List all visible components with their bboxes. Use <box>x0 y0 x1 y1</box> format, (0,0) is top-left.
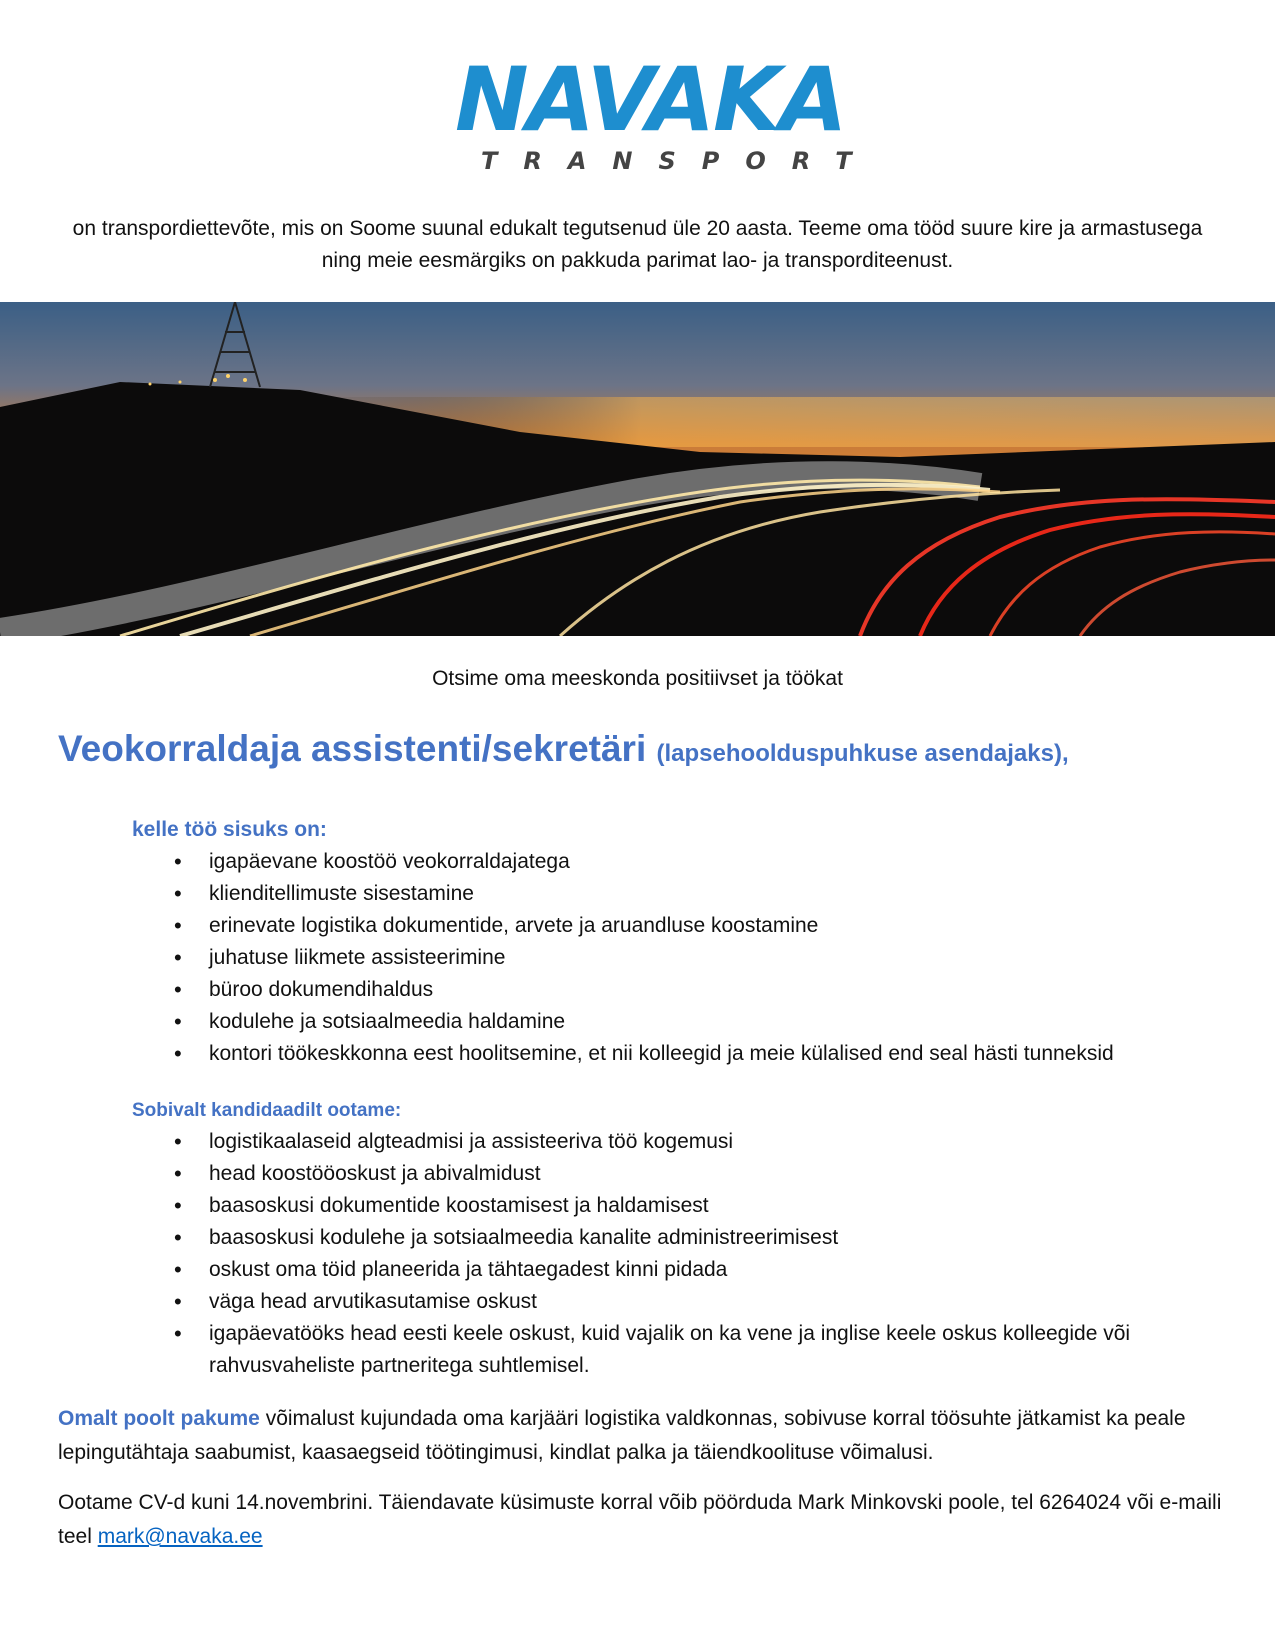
list-item: • igapäevane koostöö veokorraldajatega <box>132 846 1232 878</box>
requirements-heading: Sobivalt kandidaadilt ootame: <box>132 1100 402 1121</box>
list-item: • baasoskusi kodulehe ja sotsiaalmeedia kanalite administreerimisest <box>132 1222 1232 1254</box>
email-link[interactable]: mark@navaka.ee <box>97 1525 263 1548</box>
job-title-main: Veokorraldaja assistenti/sekretäri <box>58 728 647 769</box>
job-title-subtitle: (lapsehoolduspuhkuse asendajaks), <box>656 740 1069 767</box>
offer-text: võimalust kujundada oma karjääri logistika valdkonnas, sobivuse korral töösuhte jätkamist ka peale lepingutähtaja saabumist, kaasaegseid töötingimusi, kindlat palka ja täiendkoolituse võimalusi. <box>58 1407 1186 1464</box>
duties-list <box>132 846 1232 1070</box>
company-logo <box>455 48 878 180</box>
list-item: • logistikaalaseid algteadmisi ja assisteeriva töö kogemusi <box>132 1126 1232 1158</box>
list-item: • väga head arvutikasutamise oskust <box>132 1286 1232 1318</box>
list-item: • büroo dokumendihaldus <box>132 974 1232 1006</box>
list-item: • juhatuse liikmete assisteerimine <box>132 942 1232 974</box>
logo-tagline: TRANSPORT <box>481 147 878 175</box>
list-item: • head koostööoskust ja abivalmidust <box>132 1158 1232 1190</box>
list-item: • oskust oma töid planeerida ja tähtaegadest kinni pidada <box>132 1254 1232 1286</box>
list-item: • klienditellimuste sisestamine <box>132 878 1232 910</box>
hero-image <box>0 302 1275 636</box>
contact-paragraph <box>58 1486 1228 1554</box>
job-title <box>58 728 1238 770</box>
logo-brand: NAVAKA <box>455 48 846 151</box>
requirements-list <box>132 1126 1232 1382</box>
list-item: • baasoskusi dokumentide koostamisest ja haldamisest <box>132 1190 1232 1222</box>
intro-text: on transpordiettevõte, mis on Soome suunal edukalt tegutsenud üle 20 aasta. Teeme oma tööd suure kire ja armastusega ning meie eesmärgiks on pakkuda parimat lao- ja transporditeenust. <box>72 217 1203 272</box>
list-item: • igapäevatööks head eesti keele oskust, kuid vajalik on ka vene ja inglise keele oskus kolleegide või rahvusvaheliste partneritega suhtlemisel. <box>132 1318 1232 1382</box>
offer-lead: Omalt poolt pakume <box>58 1407 260 1430</box>
list-item: • kontori töökeskkonna eest hoolitsemine, et nii kolleegid ja meie külalised end seal hästi tunneksid <box>132 1038 1232 1070</box>
list-item: • kodulehe ja sotsiaalmeedia haldamine <box>132 1006 1232 1038</box>
seeking-line: Otsime oma meeskonda positiivset ja töökat <box>432 667 843 690</box>
duties-heading: kelle töö sisuks on: <box>132 818 327 841</box>
list-item: • erinevate logistika dokumentide, arvete ja aruandluse koostamine <box>132 910 1232 942</box>
contact-text: Ootame CV-d kuni 14.novembrini. Täiendavate küsimuste korral võib pöörduda Mark Minkovski poole, tel 6264024 või e-maili teel <box>58 1491 1222 1548</box>
offer-paragraph <box>58 1402 1228 1470</box>
